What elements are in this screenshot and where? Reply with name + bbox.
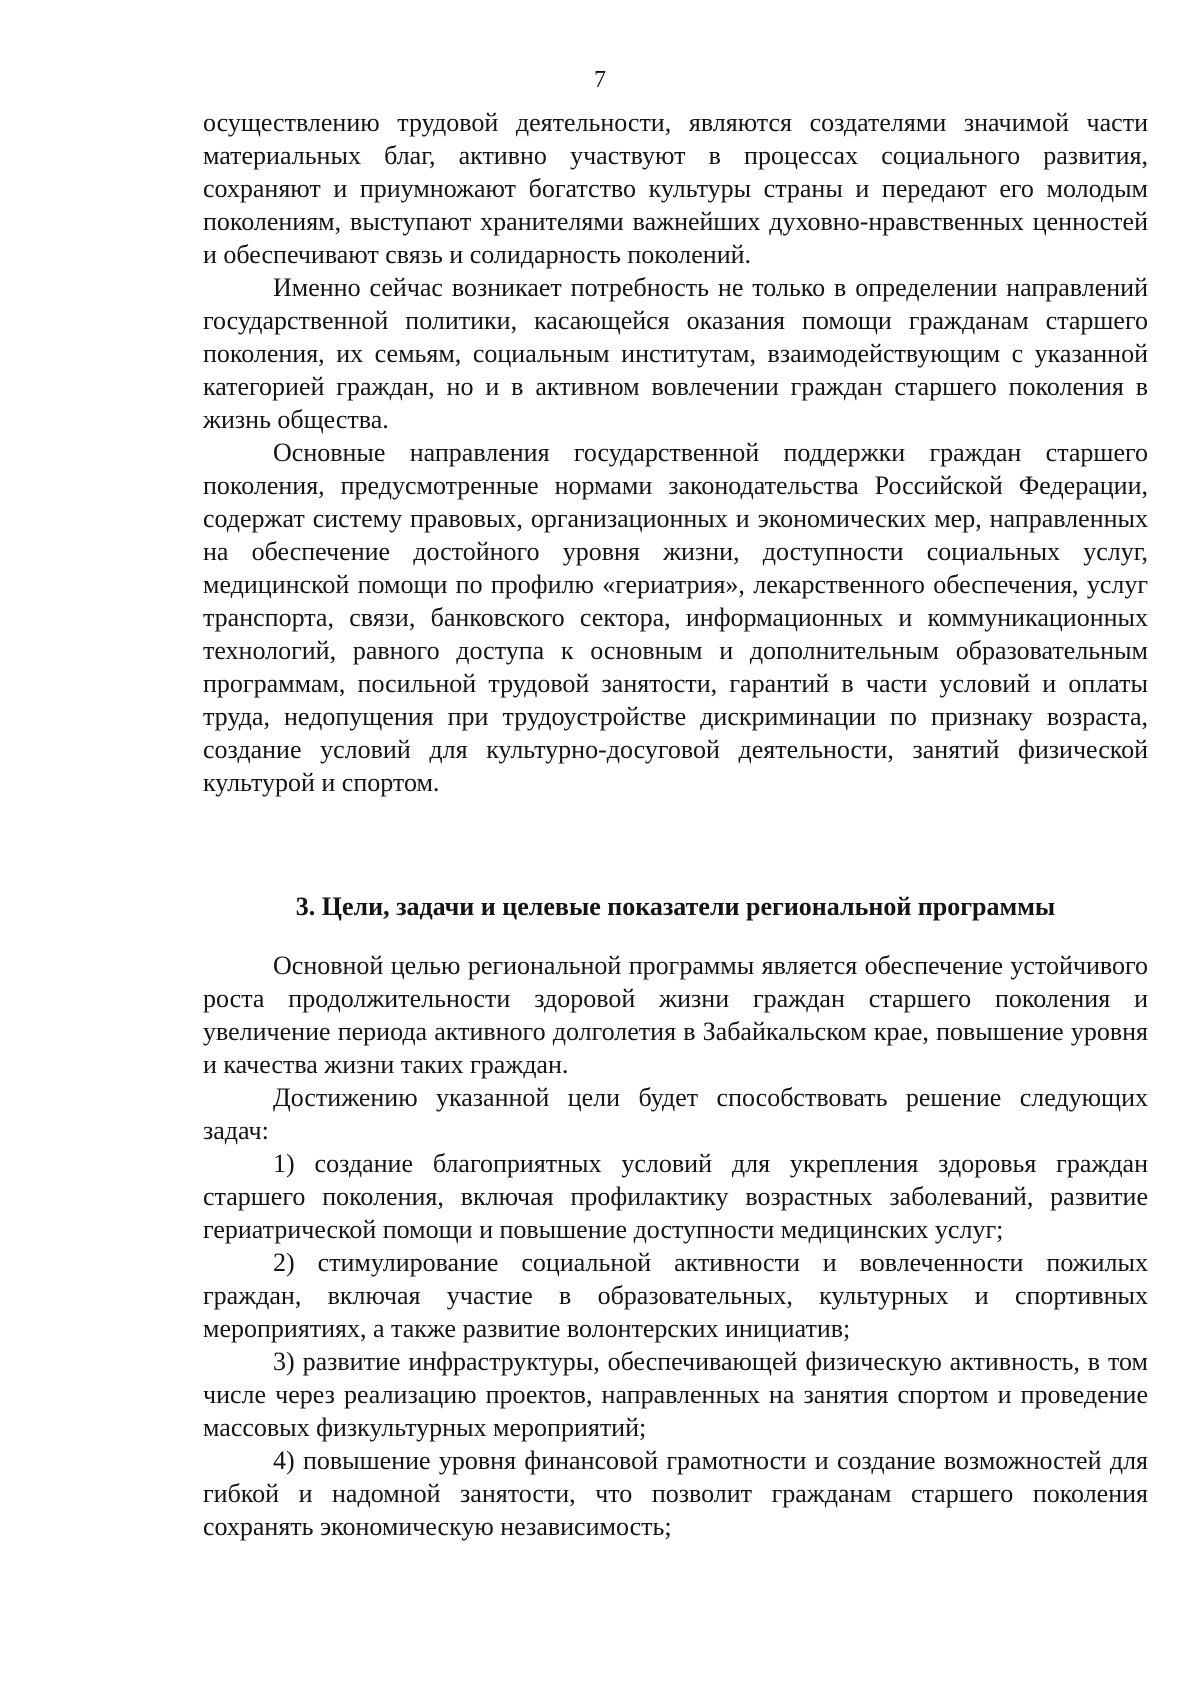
spacer xyxy=(203,923,1148,949)
paragraph-main-goal: Основной целью региональной программы является обеспечение устойчивого роста продолжительности здоровой жизни граждан старшего поколения и увеличение периода активного долголетия в Забайкальском крае, повышение уровня и качества жизни таких граждан. xyxy=(203,951,1148,1079)
paragraph-tasks-intro: Достижению указанной цели будет способствовать решение следующих задач: xyxy=(203,1083,1148,1145)
paragraph-state-support: Основные направления государственной поддержки граждан старшего поколения, предусмотренные нормами законодательства Российской Федерации, содержат систему правовых, организационных и экономических мер, направленных на обеспечение достойного уровня жизни, доступности социальных услуг, медицинской помощи по профилю «гериатрия», лекарственного обеспечения, услуг транспорта, связи, банковского сектора, информационных и коммуникационных технологий, равного доступа к основным и дополнительным образовательным программам, посильной трудовой занятости, гарантий в части условий и оплаты труда, недопущения при трудоустройстве дискриминации по признаку возраста, создание условий для культурно-досуговой деятельности, занятий физической культурой и спортом. xyxy=(203,438,1148,797)
list-item-task-4: 4) повышение уровня финансовой грамотности и создание возможностей для гибкой и надомной занятости, что позволит гражданам старшего поколения сохранять экономическую независимость; xyxy=(203,1446,1148,1541)
list-item-task-1: 1) создание благоприятных условий для укрепления здоровья граждан старшего поколения, включая профилактику возрастных заболеваний, развитие гериатрической помощи и повышение доступности медицинских услуг; xyxy=(203,1149,1148,1244)
paragraph-need: Именно сейчас возникает потребность не только в определении направлений государственной политики, касающейся оказания помощи гражданам старшего поколения, их семьям, социальным институтам, взаимодействующим с указанной категорией граждан, но и в активном вовлечении граждан старшего поколения в жизнь общества. xyxy=(203,273,1148,434)
page-number: 7 xyxy=(594,67,606,93)
paragraph-continuation: осуществлению трудовой деятельности, являются создателями значимой части материальных благ, активно участвуют в процессах социального развития, сохраняют и приумножают богатство культуры страны и передают его молодым поколениям, выступают хранителями важнейших духовно-нравственных ценностей и обеспечивают связь и солидарность поколений. xyxy=(203,108,1148,269)
section-heading: 3. Цели, задачи и целевые показатели региональной программы xyxy=(295,892,1056,921)
document-body xyxy=(203,106,1148,1543)
list-item-task-2: 2) стимулирование социальной активности и вовлеченности пожилых граждан, включая участие в образовательных, культурных и спортивных мероприятиях, а также развитие волонтерских инициатив; xyxy=(203,1248,1148,1343)
spacer xyxy=(203,799,1148,890)
list-item-task-3: 3) развитие инфраструктуры, обеспечивающей физическую активность, в том числе через реализацию проектов, направленных на занятия спортом и проведение массовых физкультурных мероприятий; xyxy=(203,1347,1148,1442)
